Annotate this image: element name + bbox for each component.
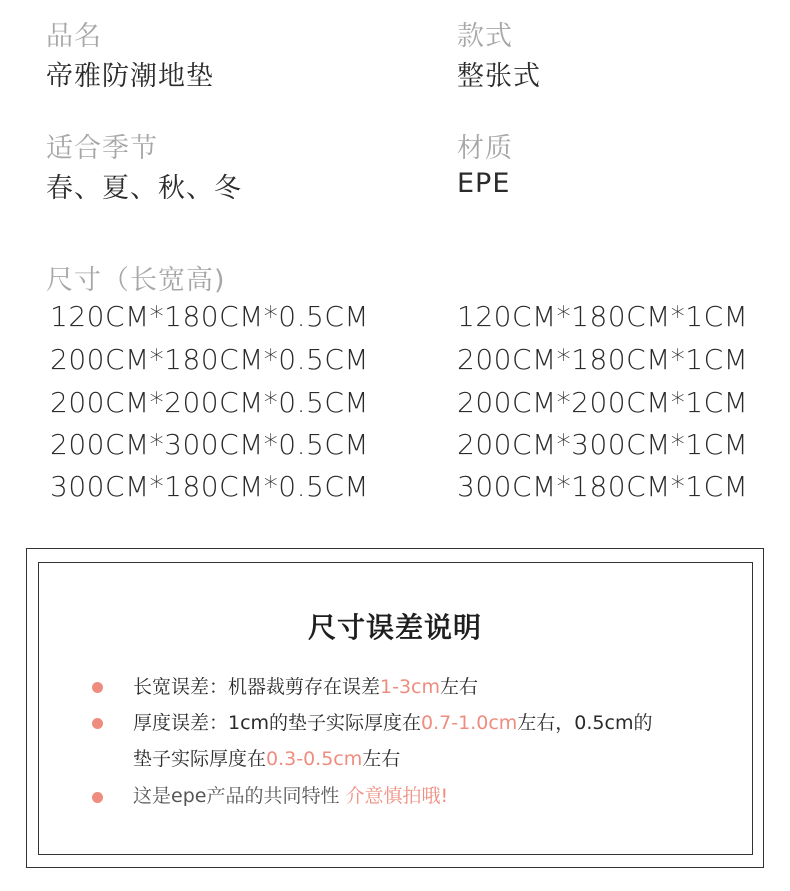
notice-highlight: 0.7-1.0cm bbox=[421, 712, 518, 734]
size-item: 120CM*180CM*1CM bbox=[457, 300, 749, 333]
notice-title: 尺寸误差说明 bbox=[307, 611, 482, 644]
notice-highlight: 0.3-0.5cm bbox=[266, 748, 363, 770]
notice-text: 长宽误差：机器裁剪存在误差 bbox=[133, 676, 381, 698]
notice-item-thickness-line2 bbox=[133, 741, 400, 777]
size-item: 200CM*300CM*0.5CM bbox=[50, 428, 370, 461]
style-label: 款式 bbox=[457, 21, 513, 52]
size-item: 200CM*200CM*1CM bbox=[457, 386, 749, 419]
season-label: 适合季节 bbox=[46, 133, 158, 164]
size-item: 200CM*180CM*0.5CM bbox=[50, 343, 370, 376]
season-value: 春、夏、秋、冬 bbox=[46, 173, 242, 204]
size-label: 尺寸（长宽高) bbox=[46, 265, 226, 296]
notice-text: 这是epe产品的共同特性 bbox=[133, 785, 346, 807]
bullet-dot bbox=[92, 792, 103, 803]
size-item: 200CM*300CM*1CM bbox=[457, 428, 749, 461]
notice-text: 厚度误差：1cm的垫子实际厚度在 bbox=[133, 712, 422, 734]
notice-item-length-width bbox=[133, 669, 478, 705]
notice-text: 左右 bbox=[440, 676, 479, 698]
size-item: 300CM*180CM*0.5CM bbox=[50, 470, 370, 503]
size-item: 120CM*180CM*0.5CM bbox=[50, 300, 370, 333]
style-value: 整张式 bbox=[457, 61, 541, 92]
product-name-label: 品名 bbox=[46, 21, 102, 52]
notice-highlight: 1-3cm bbox=[380, 676, 441, 698]
notice-text: 左右 bbox=[362, 748, 401, 770]
size-item: 200CM*180CM*1CM bbox=[457, 343, 749, 376]
bullet-dot bbox=[92, 682, 103, 693]
notice-text: 垫子实际厚度在 bbox=[133, 748, 267, 770]
size-item: 200CM*200CM*0.5CM bbox=[50, 386, 370, 419]
material-value: EPE bbox=[457, 168, 511, 199]
notice-item-thickness bbox=[133, 705, 652, 741]
notice-item-common-trait bbox=[133, 778, 448, 814]
product-name-value: 帝雅防潮地垫 bbox=[46, 61, 214, 92]
size-item: 300CM*180CM*1CM bbox=[457, 470, 749, 503]
bullet-dot bbox=[92, 718, 103, 729]
notice-highlight: 介意慎拍哦! bbox=[345, 785, 449, 807]
notice-text: 左右，0.5cm的 bbox=[517, 712, 653, 734]
material-label: 材质 bbox=[457, 133, 513, 164]
